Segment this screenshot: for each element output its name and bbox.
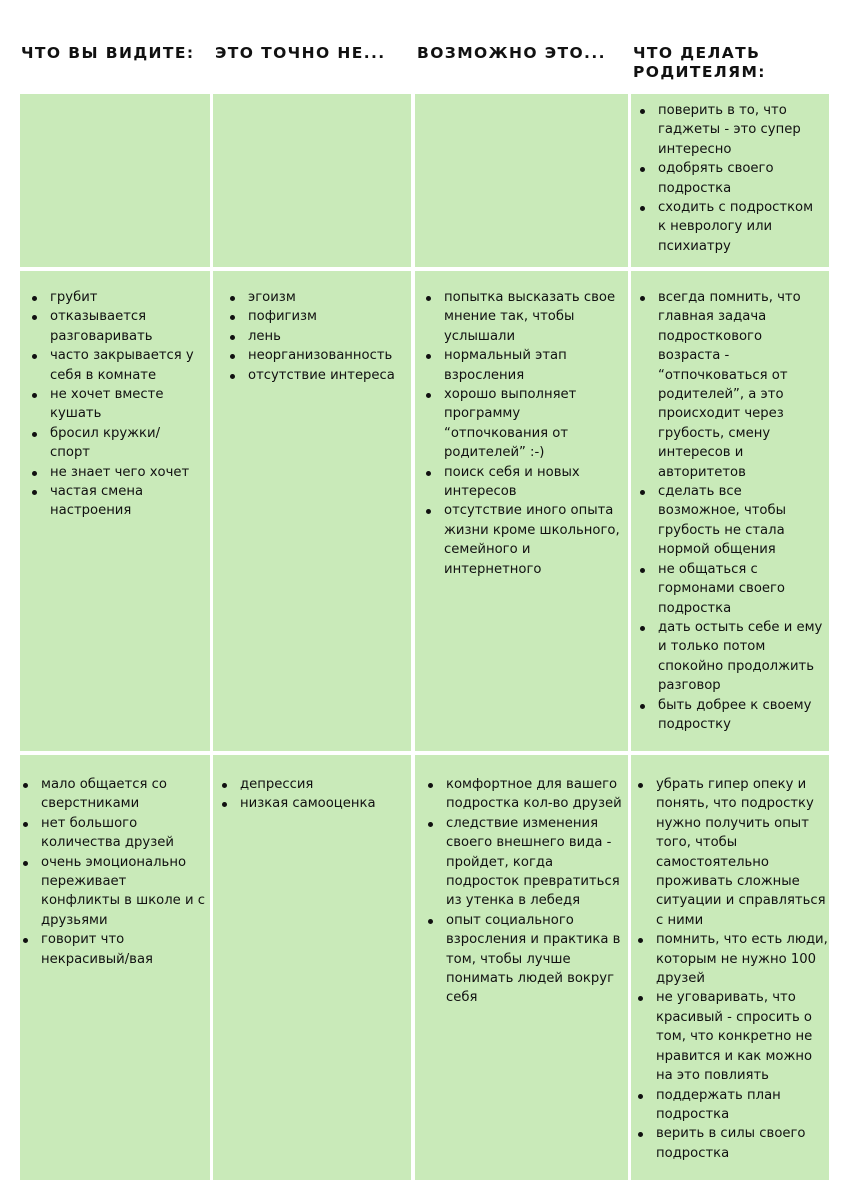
list-item: грубит [29, 288, 204, 307]
list-item: частая смена настроения [29, 482, 204, 521]
list-item: одобрять своего подростка [637, 159, 825, 198]
list-item: отсутствие иного опыта жизни кроме школьного, семейного и интернетного [423, 501, 622, 579]
list-item: нет большого количества друзей [20, 814, 206, 853]
list-item: поиск себя и новых интересов [423, 463, 622, 502]
list-item: следствие изменения своего внешнего вида - пройдет, когда подросток превратиться из утенка в лебедя [425, 814, 624, 911]
row-3-col-2 [213, 755, 411, 1180]
list-item: комфортное для вашего подростка кол-во друзей [425, 775, 624, 814]
row-2-col-3 [415, 271, 628, 751]
list-item: мало общается со сверстниками [20, 775, 206, 814]
list-item: не уговаривать, что красивый - спросить о том, что конкретно не нравится и как можно на это повлиять [635, 988, 829, 1085]
list-item: лень [227, 327, 407, 346]
row-3-col-1 [20, 755, 210, 1180]
row-1-col-3 [415, 94, 628, 267]
list-item: убрать гипер опеку и понять, что подростку нужно получить опыт того, чтобы самостоятельно проживать сложные ситуации и справляться с ними [635, 775, 829, 930]
column-header-what-parents-do: ЧТО ДЕЛАТЬ РОДИТЕЛЯМ: [633, 44, 766, 81]
list-item: быть добрее к своему подростку [637, 696, 825, 735]
list-item: часто закрывается у себя в комнате [29, 346, 204, 385]
list-item: низкая самооценка [219, 794, 407, 813]
list-item: попытка высказать свое мнение так, чтобы услышали [423, 288, 622, 346]
list-item: хорошо выполняет программу “отпочкования от родителей” :-) [423, 385, 622, 463]
row-3-col-3 [415, 755, 628, 1180]
list-item: поверить в то, что гаджеты - это супер интересно [637, 101, 825, 159]
column-header-maybe-this: ВОЗМОЖНО ЭТО... [417, 44, 606, 62]
row-1-col-4 [631, 94, 829, 267]
row-3-col-4 [631, 755, 829, 1180]
list-item: верить в силы своего подростка [635, 1124, 829, 1163]
list-item: очень эмоционально переживает конфликты в школе и с друзьями [20, 853, 206, 931]
list-item: не общаться с гормонами своего подростка [637, 560, 825, 618]
list-item: поддержать план подростка [635, 1086, 829, 1125]
list-item: нормальный этап взросления [423, 346, 622, 385]
list-item: помнить, что есть люди, которым не нужно 100 друзей [635, 930, 829, 988]
row-2-col-1 [20, 271, 210, 751]
list-item: депрессия [219, 775, 407, 794]
row-2-col-2 [213, 271, 411, 751]
list-item: отсутствие интереса [227, 366, 407, 385]
list-item: дать остыть себе и ему и только потом спокойно продолжить разговор [637, 618, 825, 696]
row-1-col-1 [20, 94, 210, 267]
list-item: бросил кружки/ спорт [29, 424, 204, 463]
list-item: неорганизованность [227, 346, 407, 365]
row-1-col-2 [213, 94, 411, 267]
list-item: не знает чего хочет [29, 463, 204, 482]
list-item: пофигизм [227, 307, 407, 326]
list-item: сделать все возможное, чтобы грубость не стала нормой общения [637, 482, 825, 560]
row-2-col-4 [631, 271, 829, 751]
list-item: эгоизм [227, 288, 407, 307]
list-item: опыт социального взросления и практика в том, чтобы лучше понимать людей вокруг себя [425, 911, 624, 1008]
list-item: отказывается разговаривать [29, 307, 204, 346]
list-item: всегда помнить, что главная задача подросткового возраста - “отпочковаться от родителей”, а это происходит через грубость, смену интересов и авторитетов [637, 288, 825, 482]
list-item: говорит что некрасивый/вая [20, 930, 206, 969]
list-item: не хочет вместе кушать [29, 385, 204, 424]
column-header-definitely-not: ЭТО ТОЧНО НЕ... [215, 44, 386, 62]
list-item: сходить с подростком к неврологу или психиатру [637, 198, 825, 256]
column-header-what-you-see: ЧТО ВЫ ВИДИТЕ: [21, 44, 195, 62]
